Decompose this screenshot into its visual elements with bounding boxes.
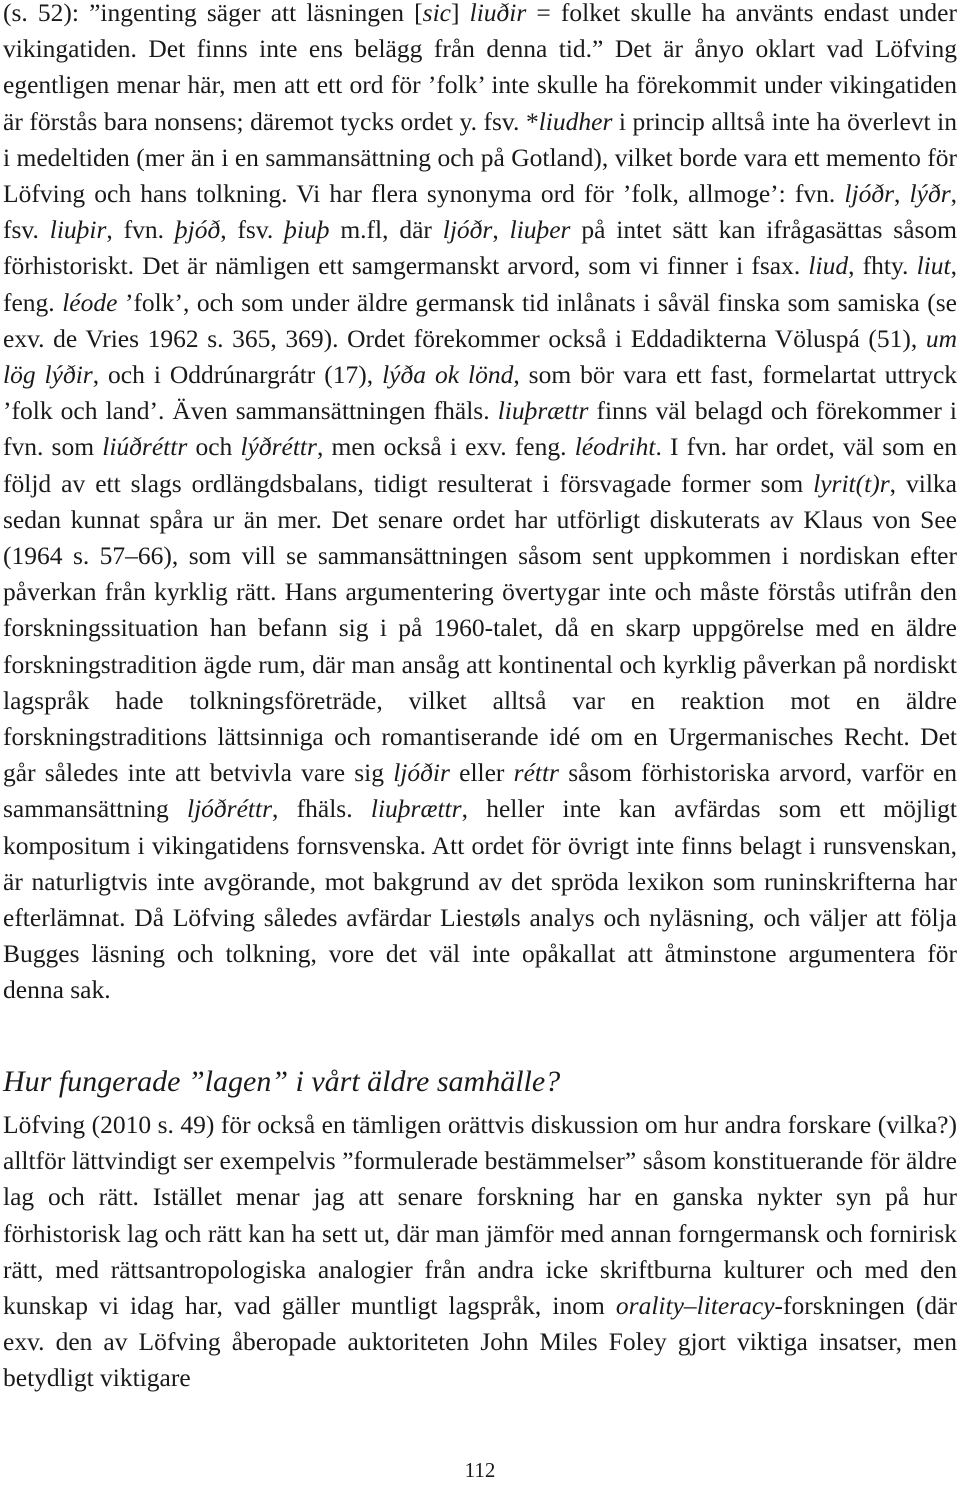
- text-run: , feng.: [3, 251, 957, 317]
- text-run: , fhty.: [848, 251, 917, 281]
- text-run: . I fvn. har ordet, väl som en följd av ett slags ordlängdsbalans, tidigt resulterat i försvagade former som: [3, 432, 957, 498]
- text-run: m.fl, där: [329, 215, 443, 245]
- body-paragraph-1: [3, 0, 957, 1009]
- text-run: Löfving (2010 s. 49) för också en tämligen orättvis diskussion om hur andra forskare (vilka?) alltför lättvindigt ser exempelvis ”formulerade bestämmelser” såsom konstituerande för äldre lag och rätt. Istället menar jag att senare forskning har en ganska nykter syn på hur förhistorisk lag och rätt kan ha sett ut, där man jämför med annan forngermansk och fornirisk rätt, med rättsantropologiska analogier från andra icke skriftburna kulturer och med den kunskap vi idag har, vad gäller muntligt lagspråk, inom: [3, 1110, 957, 1321]
- italic-term: sic: [422, 0, 451, 27]
- italic-term: liud: [808, 251, 849, 281]
- italic-term: ljóðr: [844, 179, 895, 209]
- italic-term: liúðréttr: [102, 432, 188, 462]
- text-run: ,: [492, 215, 510, 245]
- italic-term: liuþer: [509, 215, 571, 245]
- italic-term: liuþir: [49, 215, 107, 245]
- italic-term: liuþrættr: [370, 794, 462, 824]
- paragraph-text: [3, 0, 957, 1009]
- italic-term: þiuþ: [284, 215, 330, 245]
- text-run: -forskningen (där exv. den av Löfving åberopade auktoriteten John Miles Foley gjort viktiga insatser, men betydligt viktigare: [3, 1291, 957, 1393]
- text-run: , och i Oddrúnargrátr (17),: [92, 360, 383, 390]
- italic-term: lýðr: [909, 179, 951, 209]
- italic-term: ljóðréttr: [187, 794, 273, 824]
- text-run: finns väl belagd och förekommer i fvn. som: [3, 396, 957, 462]
- text-run: ,: [894, 179, 910, 209]
- italic-term: liuþrættr: [497, 396, 589, 426]
- italic-term: léodriht: [574, 432, 656, 462]
- text-run: på intet sätt kan ifrågasättas såsom förhistoriskt. Det är nämligen ett samgermanskt arvord, som vi finner i fsax.: [3, 215, 958, 281]
- italic-term: liut: [916, 251, 951, 281]
- italic-term: lýðréttr: [240, 432, 317, 462]
- text-run: ’folk’, och som under äldre germansk tid inlånats i såväl finska som samiska (se exv. de Vries 1962 s. 365, 369). Ordet förekommer också i Eddadikterna Völuspá (51),: [3, 287, 957, 353]
- italic-term: orality–literacy: [615, 1291, 775, 1321]
- italic-term: lyrit(t)r: [813, 468, 890, 498]
- italic-term: ljóðir: [393, 758, 450, 788]
- text-run: , fsv.: [220, 215, 285, 245]
- text-run: ]: [451, 0, 470, 27]
- page-number: 112: [464, 1458, 496, 1482]
- italic-term: réttr: [513, 758, 559, 788]
- italic-term: lýða ok lönd: [382, 360, 514, 390]
- text-run: , heller inte kan avfärdas som ett möjligt kompositum i vikingatidens fornsvenska. Att ordet för övrigt inte finns belagt i runsvenskan, är naturligtvis inte avgörande, mot bakgrund av det spröda lexikon som runinskrifterna har efterlämnat. Då Löfving således avfärdar Liestøls analys och nyläsning, och väljer att följa Bugges läsning och tolkning, vore det väl inte opåkallat att åtminstone argumentera för denna sak.: [3, 794, 957, 1005]
- text-run: , fvn.: [106, 215, 175, 245]
- body-paragraph-2: [3, 1107, 957, 1397]
- italic-term: liudher: [538, 106, 613, 136]
- italic-term: ljóðr: [442, 215, 493, 245]
- text-run: eller: [449, 758, 514, 788]
- text-run: , fhäls.: [272, 794, 371, 824]
- section-heading: Hur fungerade ”lagen” i vårt äldre samhälle?: [3, 1065, 561, 1098]
- paragraph-text: [3, 1107, 957, 1397]
- italic-term: þjóð: [174, 215, 221, 245]
- text-run: såsom förhistoriska arvord, varför en sammansättning: [3, 758, 957, 824]
- text-run: = folket skulle ha använts endast under vikingatiden. Det finns inte ens belägg från denna tid.” Det är ånyo oklart vad Löfving egentligen menar här, men att ett ord för ’folk’ inte skulle ha förekommit under vikingatiden är förstås bara nonsens; däremot tycks ordet y. fsv. *: [3, 0, 957, 136]
- text-run: , vilka sedan kunnat spåra ur än mer. Det senare ordet har utförligt diskuterats av Klaus von See (1964 s. 57–66), som vill se sammansättningen såsom sent uppkommen i nordiskan efter påverkan från kyrklig rätt. Hans argumentering övertygar inte och måste förstås utifrån den forskningssituation han befann sig i på 1960-talet, då en skarp uppgörelse med en äldre forskningstradition ägde rum, där man ansåg att kontinental och kyrklig påverkan på nordiskt lagspråk hade tolkningsföreträde, vilket alltså var en reaktion mot en äldre forskningstraditions lättsinniga och romantiserande idé om en Urgermanisches Recht. Det går således inte att betvivla vare sig: [3, 468, 957, 788]
- text-run: , som bör vara ett fast, formelartat uttryck ’folk och land’. Även sammansättningen fhäls.: [3, 360, 958, 426]
- text-run: , fsv.: [3, 179, 957, 245]
- text-run: i princip alltså inte ha överlevt in i medeltiden (mer än i en sammansättning och på Gotland), vilket borde vara ett memento för Löfving och hans tolkning. Vi har flera synonyma ord för ’folk, allmoge’: fvn.: [3, 106, 957, 209]
- text-run: och: [187, 432, 241, 462]
- text-run: (s. 52): ”ingenting säger att läsningen [: [3, 0, 423, 27]
- italic-term: léode: [62, 287, 118, 317]
- italic-term: liuðir: [469, 0, 527, 27]
- text-run: , men också i exv. feng.: [316, 432, 575, 462]
- italic-term: um lög lýðir: [3, 323, 957, 390]
